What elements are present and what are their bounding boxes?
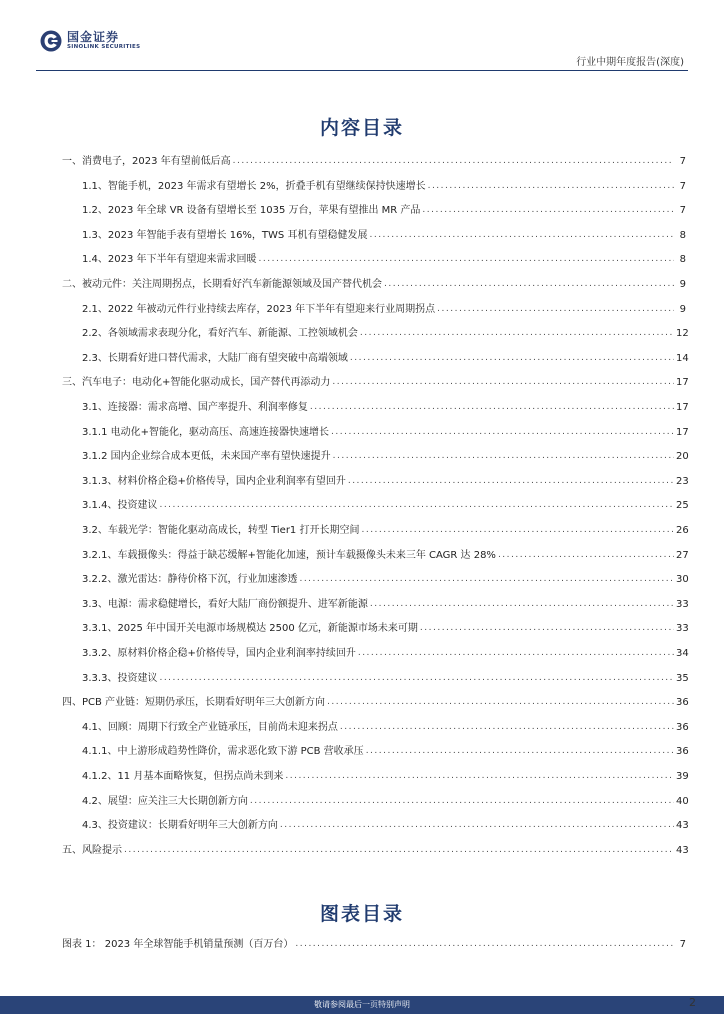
toc-entry-text: 三、汽车电子：电动化+智能化驱动成长，国产替代再添动力 <box>62 377 331 389</box>
toc-entry-text: 4.3、投资建议：长期看好明年三大创新方向 <box>82 820 278 832</box>
toc-entry-text: 4.1.2、11 月基本面略恢复，但拐点尚未到来 <box>82 771 284 782</box>
toc-entry-page: 36 <box>676 721 689 733</box>
toc-entry[interactable] <box>62 767 689 783</box>
toc-entry-text: 二、被动元件：关注周期拐点，长期看好汽车新能源领域及国产替代机会 <box>62 279 382 290</box>
toc-title: 内容目录 <box>319 117 404 139</box>
dot-leader <box>498 549 674 562</box>
toc-entry-page: 7 <box>679 205 686 217</box>
dot-leader <box>327 696 674 709</box>
toc-entry-page: 43 <box>676 844 689 856</box>
toc-entry-page: 17 <box>676 402 689 413</box>
dot-leader <box>233 155 674 168</box>
page-footer <box>0 996 724 1014</box>
dot-leader <box>310 401 674 414</box>
page-header <box>0 0 724 72</box>
page-number: 2 <box>689 996 696 1009</box>
toc-entry[interactable] <box>62 496 689 512</box>
dot-leader <box>295 938 674 951</box>
toc-entry[interactable] <box>62 816 689 832</box>
toc-entry-page: 34 <box>676 648 689 659</box>
toc-entry-page: 20 <box>676 451 689 463</box>
dot-leader <box>360 327 674 340</box>
toc-entry[interactable] <box>62 250 686 266</box>
toc-entry[interactable] <box>62 546 689 562</box>
toc-entry-text: 3.1.2 国内企业综合成本更低，未来国产率有望快速提升 <box>82 451 331 463</box>
toc-entry[interactable] <box>62 619 689 635</box>
toc-entry[interactable] <box>62 669 689 685</box>
dot-leader <box>299 573 674 586</box>
toc-entry-page: 43 <box>676 820 689 832</box>
toc-entry-text: 4.1.1、中上游形成趋势性降价，需求恶化致下游 PCB 营收承压 <box>82 746 364 758</box>
toc-entry-text: 3.3.1、2025 年中国开关电源市场规模达 2500 亿元，新能源市场未来可期 <box>82 623 418 635</box>
dot-leader <box>340 721 674 734</box>
toc-entry[interactable] <box>62 742 689 758</box>
toc-entry-page: 12 <box>676 328 689 340</box>
toc-entry-page: 26 <box>676 525 689 536</box>
dot-leader <box>370 598 674 611</box>
toc-entry[interactable] <box>62 177 686 193</box>
toc-entry-page: 39 <box>676 771 689 782</box>
toc-entry-text: 2.1、2022 年被动元件行业持续去库存，2023 年下半年有望迎来行业周期拐点 <box>82 303 436 315</box>
toc-entry-page: 8 <box>679 229 686 241</box>
dot-leader <box>350 352 674 365</box>
toc-entry-page: 30 <box>676 574 689 586</box>
toc-entry-page: 7 <box>679 939 686 950</box>
dot-leader <box>369 229 674 242</box>
toc-entry[interactable] <box>62 398 689 414</box>
toc-entry-text: 五、风险提示 <box>62 844 122 856</box>
dot-leader <box>331 426 674 439</box>
dot-leader <box>159 499 674 512</box>
dot-leader <box>420 622 674 635</box>
disclaimer-note: 敬请参阅最后一页特别声明 <box>314 1000 410 1009</box>
toc-entry[interactable] <box>62 841 689 857</box>
toc-entry-page: 25 <box>676 500 689 512</box>
dot-leader <box>361 524 674 537</box>
dot-leader <box>366 745 674 758</box>
toc-entry[interactable] <box>62 447 689 463</box>
dot-leader <box>280 819 674 832</box>
toc-entry-page: 8 <box>679 254 686 266</box>
dot-leader <box>250 795 674 808</box>
logo-english-name: SINOLINK SECURITIES <box>67 44 141 50</box>
toc-entry-page: 36 <box>676 697 689 709</box>
toc-entry[interactable] <box>62 275 686 291</box>
toc-entry-page: 9 <box>679 279 686 290</box>
dot-leader <box>332 376 674 389</box>
toc-entry-page: 17 <box>676 377 689 389</box>
toc-entry-page: 33 <box>676 598 689 610</box>
dot-leader <box>437 303 674 316</box>
toc-entry-page: 9 <box>679 303 686 315</box>
toc-entry[interactable] <box>62 349 689 365</box>
toc-entry-text: 3.3.3、投资建议 <box>82 672 158 684</box>
toc-entry-page: 14 <box>676 352 689 364</box>
toc-entry-page: 33 <box>676 623 689 635</box>
dot-leader <box>285 770 674 783</box>
dot-leader <box>358 647 674 660</box>
toc-entry-text: 3.2、车载光学：智能化驱动高成长，转型 Tier1 打开长期空间 <box>82 525 360 536</box>
toc-entry[interactable] <box>62 644 689 660</box>
toc-entry-text: 2.3、长期看好进口替代需求，大陆厂商有望突破中高端领域 <box>82 352 348 364</box>
toc-entry-text: 3.3.2、原材料价格企稳+价格传导，国内企业利润率持续回升 <box>82 648 356 659</box>
toc-entry-text: 1.2、2023 年全球 VR 设备有望增长至 1035 万台，苹果有望推出 MR 产品 <box>82 205 421 217</box>
toc-entry-page: 17 <box>676 426 689 438</box>
toc-entry[interactable] <box>62 201 686 217</box>
dot-leader <box>259 253 674 266</box>
toc-entry-text: 四、PCB 产业链：短期仍承压，长期看好明年三大创新方向 <box>62 697 326 709</box>
toc-entry-text: 1.3、2023 年智能手表有望增长 16%，TWS 耳机有望稳健发展 <box>82 229 368 241</box>
toc-entry-page: 7 <box>679 156 686 167</box>
toc-entry-page: 23 <box>676 475 689 487</box>
toc-entry-text: 一、消费电子，2023 年有望前低后高 <box>62 156 231 167</box>
dot-leader <box>422 204 674 217</box>
toc-entry[interactable] <box>62 300 686 316</box>
toc-entry[interactable] <box>62 792 689 808</box>
report-type-label: 行业中期年度报告(深度) <box>576 57 684 68</box>
dot-leader <box>428 180 674 193</box>
toc-entry[interactable] <box>62 521 689 537</box>
dot-leader <box>159 672 674 685</box>
toc-entry[interactable] <box>62 570 689 586</box>
toc-entry-text: 3.1.3、材料价格企稳+价格传导，国内企业利润率有望回升 <box>82 475 346 487</box>
toc-entry[interactable] <box>62 373 689 389</box>
toc-entry-text: 1.4、2023 年下半年有望迎来需求回暖 <box>82 254 257 266</box>
toc-entry[interactable] <box>62 718 689 734</box>
toc-entry[interactable] <box>62 226 686 242</box>
toc-entry-text: 4.2、展望：应关注三大长期创新方向 <box>82 795 248 807</box>
toc-entry[interactable] <box>62 595 689 611</box>
toc-entry-page: 40 <box>676 795 689 807</box>
dot-leader <box>348 475 674 488</box>
toc-entry-page: 7 <box>679 180 686 192</box>
figures-title: 图表目录 <box>319 903 404 925</box>
sinolink-logo-icon <box>40 30 62 52</box>
toc-entry-text: 4.1、回顾：周期下行致全产业链承压，目前尚未迎来拐点 <box>82 721 338 733</box>
logo-chinese-name: 国金证券 <box>67 30 120 44</box>
toc-entry-text: 3.1.1 电动化+智能化，驱动高压、高速连接器快速增长 <box>82 426 330 438</box>
toc-entry[interactable] <box>62 152 686 168</box>
header-divider <box>36 70 688 71</box>
dot-leader <box>333 450 674 463</box>
dot-leader <box>124 844 674 857</box>
toc-entry-text: 图表 1： 2023 年全球智能手机销量预测（百万台） <box>62 939 294 950</box>
toc-entry[interactable] <box>62 423 689 439</box>
toc-entry-text: 1.1、智能手机，2023 年需求有望增长 2%，折叠手机有望继续保持快速增长 <box>82 180 426 192</box>
toc-entry[interactable] <box>62 935 686 951</box>
toc-entry[interactable] <box>62 324 689 340</box>
toc-entry[interactable] <box>62 693 689 709</box>
toc-entry-text: 2.2、各领域需求表现分化，看好汽车、新能源、工控领域机会 <box>82 328 358 340</box>
toc-entry[interactable] <box>62 472 689 488</box>
toc-entry-text: 3.1、连接器：需求高增、国产率提升、利润率修复 <box>82 402 308 413</box>
toc-entry-text: 3.2.1、车载摄像头：得益于缺芯缓解+智能化加速，预计车载摄像头未来三年 CAGR 达 28% <box>82 549 496 561</box>
company-logo <box>40 30 140 52</box>
toc-entry-page: 36 <box>676 746 689 758</box>
dot-leader <box>384 278 674 291</box>
toc-entry-text: 3.1.4、投资建议 <box>82 500 158 512</box>
toc-entry-text: 3.3、电源：需求稳健增长，看好大陆厂商份额提升、进军新能源 <box>82 598 368 610</box>
toc-entry-text: 3.2.2、激光雷达：静待价格下沉，行业加速渗透 <box>82 574 298 586</box>
toc-entry-page: 35 <box>676 672 689 684</box>
toc-entry-page: 27 <box>676 549 689 561</box>
